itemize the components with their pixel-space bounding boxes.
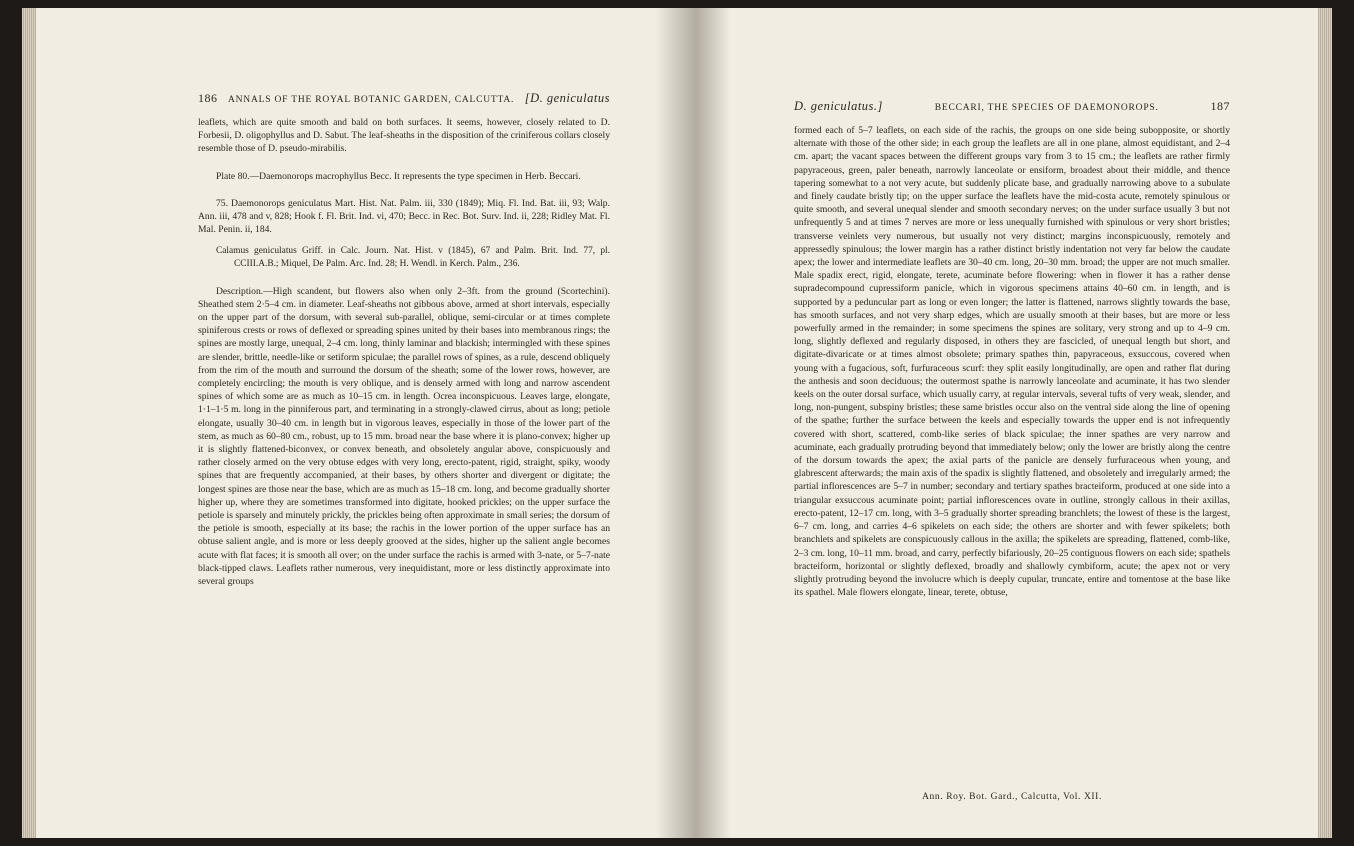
plate-note: Plate 80.—Daemonorops macrophyllus Becc. It represents the type specimen in Herb. Beccari. — [216, 170, 581, 182]
left-page — [22, 8, 696, 838]
right-page-number: 187 — [1210, 99, 1230, 113]
right-running-species: D. geniculatus.] — [794, 99, 883, 113]
page-edge-right — [1318, 8, 1332, 838]
species-heading: 75. Daemonorops geniculatus Mart. Hist. Nat. Palm. iii, 330 (1849); Miq. Fl. Ind. Bat. iii, 93; Walp. Ann. iii, 478 and v, 828; Hook f. Fl. Brit. Ind. vi, 470; Becc. in Rec. Bot. Surv. Ind. ii, 228; Ridley Mat. Fl. Mal. Penin. ii, 184. — [198, 197, 610, 236]
left-running-species: [D. geniculatus — [524, 91, 610, 105]
page-footer: Ann. Roy. Bot. Gard., Calcutta, Vol. XII. — [922, 792, 1102, 802]
page-edge-left — [22, 8, 36, 838]
intro-paragraph: leaflets, which are quite smooth and bald on both surfaces. It seems, however, closely related to D. Forbesii, D. oligophyllus and D. Sabut. The leaf-sheaths in the disposition of the criniferous collars closely resemble those of D. pseudo-mirabilis. — [198, 117, 610, 155]
synonym-citation: Calamus geniculatus Griff. in Calc. Journ. Nat. Hist. v (1845), 67 and Palm. Brit. Ind. 77, pl. CCIII.A.B.; Miquel, De Palm. Arc. Ind. 28; H. Wendl. in Kerch. Palm., 236. — [216, 246, 610, 270]
right-page — [696, 8, 1332, 838]
right-running-title: BECCARI, THE SPECIES OF DAEMONOROPS. — [934, 103, 1159, 113]
left-page-number: 186 — [198, 91, 218, 105]
description-paragraph: Description.—High scandent, but flowers also when only 2–3ft. from the ground (Scortechini). Sheathed stem 2·5–4 cm. in diameter. Leaf-sheaths not gibbous above, armed at short intervals, especially on the upper part of the dorsum, with several sub-parallel, oblique, semi-circular or at times complete spiniferous crests or rows of deflexed or spreading spines united by their bases into membranous rings; the spines are mostly large, unequal, 2–4 cm. long, thinly laminar and blackish; intermingled with these spines are slender, brittle, needle-like or setiform spiculae; the parallel rows of spines, as a rule, descend obliquely from the rim of the mouth and surround the dorsum of the sheath; some of the lower rows, however, are completely encircling; the mouth is very oblique, and is densely armed with long and narrow ascendent spines of which some are as much as 10–15 cm. in length. Ocrea inconspicuous. Leaves large, elongate, 1·1–1·5 m. long in the pinniferous part, and terminating in a strongly-clawed cirrus, about as long; petiole elongate, usually 30–40 cm. in length but in vigorous leaves, especially in those of the lower part of the stem, as much as 60–80 cm., robust, up to 15 mm. broad near the base where it is plano-convex; higher up it is slightly flattened-biconvex, or convex beneath, and obsoletely angular above, conspicuously and rather closely armed on the very obtuse edges with very long, erecto-patent, rigid, straight, spiky, woody spines that are frequently accompanied, at their bases, by others shorter and divergent or digitate; the longest spines are those near the base, which are as much as 15–18 cm. long, and become gradually shorter higher up, where they are sometimes transformed into digitate, hooked prickles; on the upper surface the petiole is sparsely and minutely prickly, the prickles being often approximate in small series; the dorsum of the petiole is smooth, especially at its base; the rachis in the lower portion of the upper surface has an obtuse salient angle, and is more or less deeply grooved at the sides, higher up the salient angle becomes acute with flat faces; it is smooth all over; on the under surface the rachis is armed with 3-nate, or 5–7-nate black-tipped claws. Leaflets rather numerous, very inequidistant, more or less distinctly approximate into several groups — [198, 285, 611, 588]
left-running-head — [198, 91, 610, 106]
left-running-title: ANNALS OF THE ROYAL BOTANIC GARDEN, CALCUTTA. — [227, 95, 515, 105]
right-running-head — [794, 99, 1230, 114]
book-spread — [22, 8, 1332, 838]
right-body-text: formed each of 5–7 leaflets, on each side of the rachis, the groups on one side being subopposite, or shortly alternate with those of the other side; in each group the leaflets are all in one plane, almost equidistant, and 2–4 cm. apart; the vacant spaces between the different groups vary from 3 to 15 cm.; the leaflets are rather firmly papyraceous, green, paler beneath, narrowly lanceolate or ensiform, broadest about their middle, and thence tapering somewhat to a not very acute, but suddenly plicate base, and gradually narrowing above to a subulate and finely caudate bristly tip; on the upper surface the leaflets have the mid-costa acute, remotely spinulous or quite smooth, and several unequal slender and smooth secondary nerves; on the under surface usually 3 but not unfrequently 5 and at times 7 nerves are more or less unequally furnished with spinulous or very short bristles; transverse veinlets very numerous, but usually not very distinct; margins inconspicuously, remotely and appressedly spinulous; the lower margin has a rather distinct bristly indentation not very far below the caudate apex; the lower and intermediate leaflets are 30–40 cm. long, 20–30 mm. broad; the upper are not much smaller. Male spadix erect, rigid, elongate, terete, acuminate before flowering: when in flower it has a rather dense supradecompound cupressiform panicle, which in vigorous specimens attains 40–60 cm. in length, and is supported by a peduncular part as long or even longer; the latter is flattened, narrows slightly towards the base, has smooth surfaces, and not very sharp edges, which are usually smooth at their bases, but are more or less powerfully armed in the remainder; in some specimens the spines are solitary, very strong and up to 4–9 cm. long, slightly deflexed and regularly disposed, in others they are fascicled, of unequal length but short, and digitate-divaricate or at times almost obsolete; primary spathes thin, papyraceous, exsuccous, covered when young with a fugacious, soft, furfuraceous scurf: they split easily longitudinally, are open and rather flat during the anthesis and soon deciduous; the outermost spathe is narrowly lanceolate and acuminate, it has two slender keels on the outer dorsal surface, which usually carry, at regular intervals, several tufts of very weak, slender, and long, non-pungent, subspiny bristles; these same bristles occur also on the ventral side along the line of opening of the spathe; further the surface between the keels and especially towards the upper end is not infrequently covered with short, scattered, comb-like series of black spiculae; the inner spathes are very narrow and acuminate, each gradually protruding beyond that immediately below; only the lower are bristly along the centre of the dorsum towards the apex; the axial parts of the panicle are densely furfuraceous when young, and glabrescent afterwards; the main axis of the spadix is slightly flattened, and obsoletely and irregularly armed; the partial inflorescences are 5–7 in number; secondary and tertiary spathes bracteiform, produced at one side into a triangular exsuccous acuminate point; partial inflorescences ovate in outline, strongly callous in their axillas, erecto-patent, 12–17 cm. long, with 3–5 gradually shorter spreading branchlets; the lowest of these is the largest, 6–7 cm. long, and carries 4–6 spikelets on each side; the others are shorter and with fewer spikelets; both branchlets and spikelets are conspicuously callous in the axilla; the spikelets are spreading, flattened, comb-like, 2–3 cm. long, 10–11 mm. broad, and carry, perfectly bifariously, 20–25 contiguous flowers on each side; spathels bracteiform, horizontal or slightly deflexed, broadly and shallowly cymbiform, acute; the apex not or very slightly protruding beyond the involucre which is deeply cupular, truncate, entire and tomentose at the base like its spathel. Male flowers elongate, linear, terete, obtuse, — [794, 125, 1230, 599]
